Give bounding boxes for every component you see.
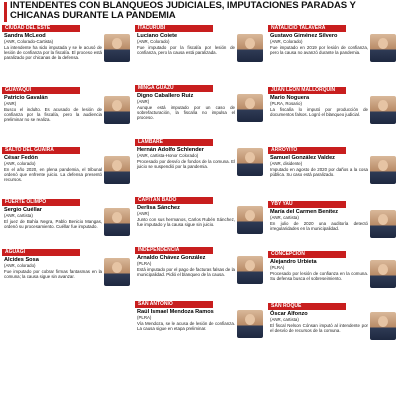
profile-column	[2, 25, 132, 398]
portrait-photo	[237, 256, 263, 284]
department-tag: LAMBARÉ	[135, 139, 213, 146]
profile-text: Busco el indulto. Es acusado de lesión de confianza por la fiscalía, pero la audiencia preliminar no se realiza.	[4, 106, 102, 123]
mayor-name: Samuel González Valdez	[270, 154, 335, 161]
department-tag: CAPITÁN BADO	[135, 197, 213, 204]
profile-text: Fue imputado por la fiscalía por lesión de confianza, pero la causa está paralizada.	[137, 44, 235, 55]
profile-text: Fue imputado en 2019 por lesión de confianza, pero la causa no avanzó durante la pandemia.	[270, 44, 368, 55]
profile-card	[135, 139, 265, 195]
portrait-photo	[104, 34, 130, 62]
profile-text: La intendente ha sido imputada y se le acusó de lesión de confianza por la fiscalía. El proceso está paralizado por chicanas de la defensa.	[4, 44, 102, 61]
mayor-name: Sergio Cuéllar	[4, 206, 42, 213]
profile-text: En el año 2020, en plena pandemia, el tribunal ordenó que enfrente juicio. La defensa presentó recursos.	[4, 166, 102, 183]
portrait-photo	[237, 34, 263, 62]
department-tag: AGUAGÍ	[2, 249, 80, 256]
profile-text: El fiscal Nelson Cónsan imputó al intendente por el desvío de recursos de la comuna.	[270, 322, 368, 333]
profile-card	[268, 201, 398, 249]
portrait-photo	[370, 156, 396, 184]
party-affiliation: (ANR, Colorado-Cartista)	[4, 39, 54, 45]
profile-card	[2, 199, 132, 247]
party-affiliation: (PLRA, Rosario)	[270, 101, 302, 107]
department-tag: GUAYAQUÍ	[2, 87, 80, 94]
party-affiliation: (PLRA)	[137, 261, 152, 267]
department-tag: INDEPENDENCIA	[135, 247, 213, 254]
profile-body	[2, 154, 132, 198]
party-affiliation: (ANR)	[137, 99, 150, 105]
profile-card	[268, 87, 398, 145]
party-affiliation: (ANR, cartista)	[4, 213, 33, 219]
party-affiliation: (ANR, colorado)	[4, 161, 36, 167]
profile-text: Está imputado por el pago de facturas falsas de la municipalidad. Pidió el blanqueo de la causa.	[137, 266, 235, 277]
mayor-name: César Fedón	[4, 154, 38, 161]
department-tag: FUERTE OLIMPO	[2, 199, 80, 206]
department-tag: JUAN LEÓN MALLORQUÍN	[268, 87, 346, 94]
profile-column	[135, 25, 265, 398]
profile-text: El juez de Bahía Negra, Pablo Benicio Mangas, ordenó su procesamiento. Cuéllar fue imputado.	[4, 218, 102, 229]
mayor-name: Patricio Gavalán	[4, 94, 48, 101]
profile-body	[268, 154, 398, 200]
portrait-photo	[237, 148, 263, 176]
portrait-photo	[104, 258, 130, 286]
portrait-photo	[370, 312, 396, 340]
profile-card	[135, 85, 265, 137]
profile-card	[268, 251, 398, 301]
mayor-name: Alcides Sosa	[4, 256, 39, 263]
mayor-name: Hernán Adolfo Schlender	[137, 146, 204, 153]
profile-text: En julio de 2020 una auditoría detectó irregularidades en la municipalidad.	[270, 220, 368, 231]
profile-text: La fiscalía lo imputó por producción de documentos falsos. Logró el blanqueo judicial.	[270, 106, 368, 117]
mayor-name: María del Carmen Benítez	[270, 208, 339, 215]
profile-card	[2, 249, 132, 305]
profile-text: Imputado en agosto de 2020 por daños a la cosa pública. Su caso está paralizado.	[270, 166, 368, 177]
profile-card	[268, 303, 398, 355]
profile-body	[135, 92, 265, 138]
profile-body	[135, 254, 265, 300]
portrait-photo	[237, 206, 263, 234]
mayor-name: Gustavo Giménez Silvero	[270, 32, 338, 39]
profile-column	[268, 25, 398, 398]
department-tag: SAN ROQUE	[268, 303, 346, 310]
portrait-photo	[370, 34, 396, 62]
profile-body	[135, 308, 265, 356]
party-affiliation: (ANR, cartista)	[270, 215, 299, 221]
profile-body	[2, 206, 132, 248]
profile-card	[268, 147, 398, 199]
department-tag: YBY YAÚ	[268, 201, 346, 208]
profile-text: Junto con sus hermanos, Carlos Rubén Sánchez, fue imputado y la causa sigue sin juicio.	[137, 216, 235, 227]
profiles-grid	[2, 25, 398, 398]
department-tag: CONCEPCIÓN	[268, 251, 346, 258]
party-affiliation: (ANR, colorado)	[4, 263, 36, 269]
profile-text: Procesado por desvío de fondos de la comuna. El juicio se suspendió por la pandemia.	[137, 158, 235, 169]
profile-body	[2, 94, 132, 146]
headline	[0, 0, 400, 24]
profile-body	[135, 146, 265, 196]
party-affiliation: (ANR)	[4, 101, 17, 107]
profile-body	[135, 204, 265, 246]
mayor-name: Raúl Ismael Mendoza Ramos	[137, 308, 214, 315]
department-tag: SALTO DEL GUAIRÁ	[2, 147, 80, 154]
profile-body	[268, 310, 398, 356]
profile-body	[2, 256, 132, 306]
profile-card	[135, 25, 265, 83]
department-tag: ARROYITO	[268, 147, 346, 154]
profile-card	[135, 247, 265, 299]
profile-body	[2, 32, 132, 86]
party-affiliation: (ANR, Colorado)	[137, 39, 170, 45]
headline-accent-bar	[4, 2, 7, 22]
profile-text: Vía Mendoza, se le acusa de lesión de confianza. La causa sigue en etapa preliminar.	[137, 320, 235, 331]
profile-card	[268, 25, 398, 85]
portrait-photo	[370, 260, 396, 288]
mayor-name: Arnaldo Chávez González	[137, 254, 206, 261]
profile-body	[268, 208, 398, 250]
portrait-photo	[104, 96, 130, 124]
party-affiliation: (PLRA)	[137, 315, 152, 321]
mayor-name: Derlisa Sánchez	[137, 204, 180, 211]
party-affiliation: (ANR)	[137, 211, 150, 217]
profile-text: Procesado por lesión de confianza en la comuna. Su defensa busca el sobreseimiento.	[270, 270, 368, 281]
portrait-photo	[237, 310, 263, 338]
department-tag: SAN ANTONIO	[135, 301, 213, 308]
department-tag: MINGA GUAZÚ	[135, 85, 213, 92]
headline-text: INTENDENTES CON BLANQUEOS JUDICIALES, IMPUTACIONES PARADAS Y CHICANAS DURANTE LA PANDEMIA	[10, 0, 356, 21]
profile-card	[2, 147, 132, 197]
department-tag: NATALICIO TALAVERA	[268, 25, 346, 32]
portrait-photo	[104, 156, 130, 184]
profile-card	[2, 25, 132, 85]
portrait-photo	[370, 96, 396, 124]
profile-body	[268, 258, 398, 302]
mayor-name: Mario Noguera	[270, 94, 310, 101]
profile-card	[135, 301, 265, 355]
profile-card	[135, 197, 265, 245]
profile-text: Aunque está imputado por un caso de sobrefacturación, la fiscalía no impulsa el proceso.	[137, 104, 235, 121]
mayor-name: Alejandro Urbieta	[270, 258, 317, 265]
mayor-name: Óscar Alfonzo	[270, 310, 308, 317]
mayor-name: Sandra McLeod	[4, 32, 46, 39]
mayor-name: Digno Caballero Ruiz	[137, 92, 194, 99]
portrait-photo	[237, 94, 263, 122]
profile-text: Fue imputado por cobrar firmas fantasmas en la comuna; la causa sigue sin avanzar.	[4, 268, 102, 279]
party-affiliation: (ANR, cartista)	[270, 317, 299, 323]
profile-body	[135, 32, 265, 84]
portrait-photo	[370, 210, 396, 238]
party-affiliation: (ANR, disidente)	[270, 161, 303, 167]
profile-body	[268, 94, 398, 146]
profile-card	[2, 87, 132, 145]
party-affiliation: (PLRA)	[270, 265, 285, 271]
party-affiliation: (ANR, Colorado)	[270, 39, 303, 45]
profile-body	[268, 32, 398, 86]
portrait-photo	[104, 208, 130, 236]
mayor-name: Luciano Coiete	[137, 32, 178, 39]
department-tag: CIUDAD DEL ESTE	[2, 25, 80, 32]
party-affiliation: (ANR, cartista-Honor Colorado)	[137, 153, 199, 159]
department-tag: ITACURUBÍ	[135, 25, 213, 32]
